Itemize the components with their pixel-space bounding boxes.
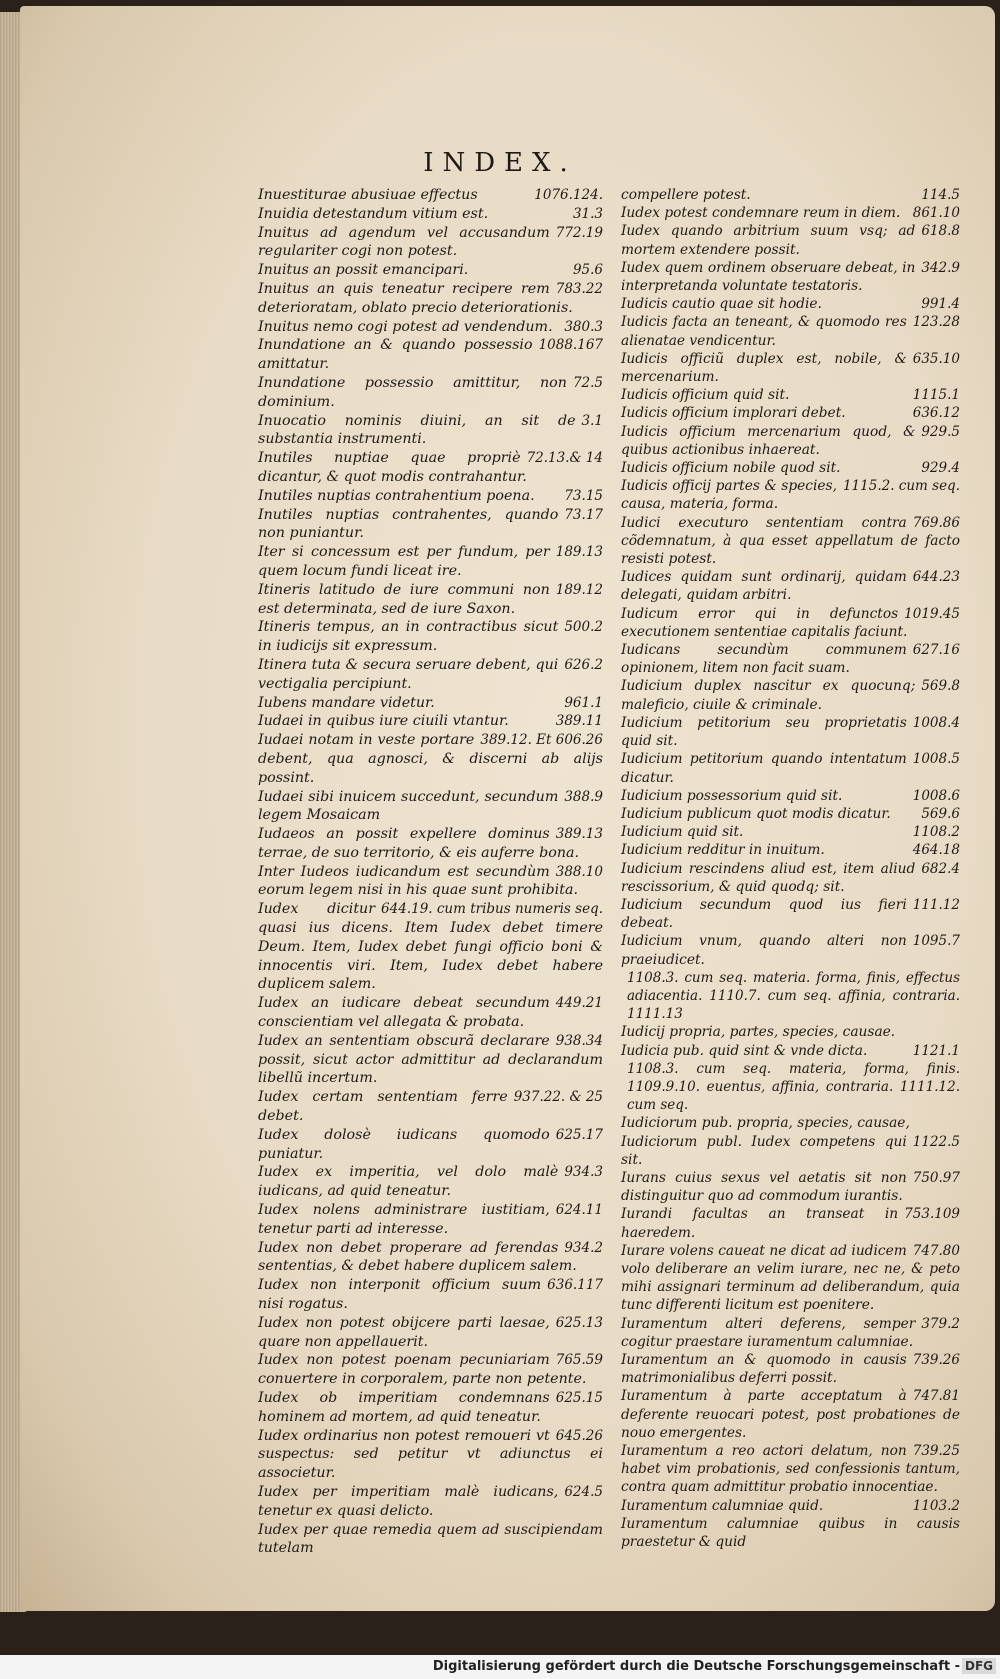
index-entry-reference: 937.22. & 25 (513, 1089, 603, 1106)
index-entry (258, 186, 603, 205)
index-entry-reference: 464.18 (912, 842, 960, 859)
index-entry-reference: 1076.124. (534, 187, 603, 203)
index-entry-text: Inuitus ad agendum vel accusandum regulariter cogi non potest. (258, 224, 550, 260)
index-entry (621, 222, 960, 258)
index-entry-text: Iudaei in quibus iure ciuili vtantur. (258, 713, 509, 730)
index-entry (621, 1060, 960, 1133)
index-entry (621, 1387, 960, 1442)
index-entry (258, 224, 603, 262)
index-entry-reference: 389.11 (555, 713, 603, 730)
index-entry-reference: 72.5 (572, 374, 603, 391)
index-entry (621, 969, 960, 1042)
index-entry-text: Iudex an iudicare debeat secundum conscientiam vel allegata & probata. (258, 995, 550, 1031)
index-entry-reference: 1088.167 (538, 337, 603, 354)
index-entry-reference: 625.13 (555, 1314, 603, 1331)
index-entry (258, 1351, 603, 1389)
index-entry-text: Iudicis officium nobile quod sit. (621, 460, 841, 477)
index-entry-text: Iudex ordinarius non potest remoueri vt suspectus: sed petitur vt adiunctus ei associetur. (258, 1427, 603, 1482)
index-entry-reference: 95.6 (572, 262, 603, 279)
index-entry-reference: 747.80 (912, 1242, 960, 1259)
index-entry (621, 459, 960, 477)
index-entry (258, 1126, 603, 1164)
index-entry-text: Iuramentum calumniae quibus in causis praestetur & quid (621, 1515, 960, 1551)
index-entry-text: Iuramentum a reo actori delatum, non habet vim probationis, sed confessionis tantum, contra quam admittitur probatio innocentiae. (621, 1443, 960, 1496)
index-entry-text: Iudiciorum publ. Iudex competens qui sit. (621, 1133, 907, 1168)
index-entry-reference: 645.26 (555, 1427, 603, 1444)
index-entry-text: Iudicium vnum, quando alteri non praeiudicet. (621, 933, 907, 968)
index-entry-reference: 1108.3. cum seq. materia, forma, finis. 1109.9.10. euentus, affinia, contraria. 1111.12. cum seq. (627, 1060, 960, 1114)
index-entry-reference: 449.21 (555, 995, 603, 1012)
index-entry (258, 731, 603, 787)
index-entry-text: Iudicis facta an teneant, & quomodo res alienatae vendicentur. (621, 314, 907, 349)
index-entry (621, 1351, 960, 1387)
index-column-left (258, 186, 603, 1558)
index-entry-reference: 618.8 (921, 223, 960, 240)
index-entry-reference: 342.9 (921, 259, 960, 276)
index-entry (621, 386, 960, 404)
index-entry (258, 788, 603, 826)
index-entry (621, 1133, 960, 1169)
index-entry (258, 712, 603, 731)
index-entry-text: Inutiles nuptias contrahentium poena. (258, 487, 535, 504)
index-entry-reference: 388.9 (564, 788, 603, 805)
index-entry-reference: 1019.45 (904, 605, 960, 622)
index-entry (621, 404, 960, 422)
index-entry-text: Inundatione an & quando possessio amittatur. (258, 337, 533, 373)
index-entry (621, 641, 960, 677)
index-entry-reference: 627.16 (912, 642, 960, 659)
index-entry-reference: 189.12 (555, 581, 603, 598)
index-entry (621, 1242, 960, 1315)
index-entry-text: Iurare volens caueat ne dicat ad iudicem volo deliberare an velim iurare, nec ne, & peto mihi assignari terminum ad deliberandum, quia tunc differenti licitum est poenitere. (621, 1242, 960, 1314)
index-entry-text: Iurans cuius sexus vel aetatis sit non distinguitur quo ad commodum iurantis. (621, 1169, 907, 1205)
index-entry-text: Iudicium rescindens aliud est, item aliud rescissorium, & quid quodq; sit. (621, 860, 916, 895)
index-entry-text: Inuocatio nominis diuini, an sit de substantia instrumenti. (258, 412, 576, 448)
index-entry-reference: 380.3 (564, 318, 603, 335)
index-entry-text: Iudiciorum pub. propria, species, causae, (621, 1115, 910, 1132)
index-entry-text: Iuramentum an & quomodo in causis matrimonialibus deferri possit. (621, 1352, 907, 1387)
index-entry-text: compellere potest. (621, 187, 751, 203)
index-entry (258, 1276, 603, 1314)
index-entry-text: Iudex an sententiam obscurã declarare possit, sicut actor admittitur ad declarandum libellũ incertum. (258, 1032, 603, 1087)
index-entry (258, 900, 603, 994)
index-entry (258, 487, 603, 506)
index-entry (258, 1201, 603, 1239)
index-entry-text: Iudicium petitorium quando intentatum dicatur. (621, 751, 907, 786)
index-entry-text: Iudicium redditur in inuitum. (621, 842, 825, 859)
index-entry-reference: 379.2 (921, 1315, 960, 1332)
index-entry (258, 694, 603, 713)
index-entry (258, 1163, 603, 1201)
index-entry-text: Iudex quem ordinem obseruare debeat, in interpretanda voluntate testatoris. (621, 259, 916, 295)
index-entry-reference: 569.8 (921, 678, 960, 695)
index-entry-reference: 1008.6 (912, 787, 960, 804)
index-entry (621, 1205, 960, 1241)
index-entry-reference: 636.117 (547, 1277, 603, 1294)
index-entry-reference: 753.109 (904, 1206, 960, 1223)
index-entry-reference: 929.5 (921, 423, 960, 440)
index-entry (621, 1515, 960, 1551)
index-entry-text: Iudicis cautio quae sit hodie. (621, 296, 822, 313)
index-entry-text: Iudex per quae remedia quem ad suscipiendam tutelam (258, 1521, 603, 1557)
index-entry (621, 860, 960, 896)
index-entry-reference: 635.10 (912, 350, 960, 367)
index-entry (258, 1521, 603, 1559)
dfg-logo: DFG (962, 1658, 996, 1674)
index-entry-text: Iudicum error qui in defunctos executionem sententiae capitalis faciunt. (621, 605, 908, 640)
index-entry-text: Iudicis officij partes & species, causa, materia, forma. (621, 478, 837, 513)
index-entry-text: Iudicium secundum quod ius fieri debeat. (621, 896, 907, 932)
index-entry (621, 677, 960, 713)
index-entry-reference: 626.2 (564, 656, 603, 673)
index-entry-reference: 123.28 (912, 314, 960, 331)
index-entry (258, 261, 603, 280)
index-entry (621, 605, 960, 641)
index-entry-reference: 961.1 (564, 694, 603, 711)
index-entry-reference: 747.81 (912, 1388, 960, 1405)
index-entry (621, 568, 960, 604)
index-entry (258, 581, 603, 619)
index-entry (258, 543, 603, 581)
index-entry (258, 863, 603, 901)
index-entry (621, 186, 960, 204)
index-entry-reference: 934.2 (564, 1239, 603, 1256)
index-entry-text: Iurandi facultas an transeat in haeredem. (621, 1206, 899, 1241)
index-entry-text: Iudex per imperitiam malè iudicans, tenetur ex quasi delicto. (258, 1483, 559, 1519)
index-entry (621, 841, 960, 859)
index-entry-text: Iudex quando arbitrium suum vsq; ad mortem extendere possit. (621, 223, 916, 258)
index-entry-text: Iuramentum calumniae quid. (621, 1497, 824, 1514)
index-entry (258, 656, 603, 694)
index-entry-reference: 636.12 (912, 405, 960, 422)
index-entry-text: Iudicis officium quid sit. (621, 387, 790, 404)
index-entry-text: Iudicis officiũ duplex est, nobile, & mercenarium. (621, 350, 907, 386)
index-entry (621, 514, 960, 569)
index-entry (258, 506, 603, 544)
index-entry-reference: 1115.1 (912, 387, 960, 404)
index-entry-text: Itineris tempus, an in contractibus sicut in iudicijs sit expressum. (258, 619, 559, 655)
index-entry (258, 1483, 603, 1521)
index-entry-reference: 644.23 (912, 569, 960, 586)
index-entry-text: Iubens mandare videtur. (258, 694, 435, 711)
index-entry-text: Iudex dicitur quasi ius dicens. Item Iudex debet timere Deum. Item, Iudex debet fungi officio boni & innocentis viri. Item, Iudex debet habere duplicem salem. (258, 901, 603, 993)
page-title: INDEX. (423, 148, 577, 178)
index-entry (621, 1169, 960, 1205)
index-entry (258, 1389, 603, 1427)
index-entry (621, 204, 960, 222)
index-entry-reference: 389.12. Et 606.26 (480, 732, 603, 749)
index-entry (621, 423, 960, 459)
index-entry-reference: 31.3 (572, 205, 603, 222)
index-entry-reference: 625.17 (555, 1126, 603, 1143)
index-entry-reference: 1121.1 (912, 1042, 960, 1059)
index-entry-reference: 769.86 (912, 514, 960, 531)
index-entry (258, 825, 603, 863)
index-entry (621, 896, 960, 932)
index-entry-text: Iudex non potest poenam pecuniariam conuertere in corporalem, parte non petente. (258, 1352, 587, 1388)
index-entry-reference: 1122.5 (912, 1133, 960, 1150)
index-entry-text: Inuestiturae abusiuae effectus (258, 187, 478, 203)
index-entry-reference: 72.13.& 14 (526, 450, 603, 467)
index-entry-reference: 389.13 (555, 826, 603, 843)
index-entry (621, 714, 960, 750)
index-entry-text: Itinera tuta & secura seruare debent, qui vectigalia percipiunt. (258, 656, 559, 692)
index-entry-reference: 1108.3. cum seq. materia. forma, finis, effectus adiacentia. 1110.7. cum seq. affinia, contraria. 1111.13 (627, 969, 960, 1023)
index-entry (621, 1042, 960, 1060)
index-entry-reference: 929.4 (921, 460, 960, 477)
index-entry-reference: 189.13 (555, 544, 603, 561)
index-entry-text: Iudicium petitorium seu proprietatis quid sit. (621, 714, 907, 750)
index-entry-reference: 772.19 (555, 224, 603, 241)
index-entry (621, 787, 960, 805)
index-entry-reference: 73.17 (564, 506, 603, 523)
index-entry-text: Iudicis officium mercenarium quod, & quibus actionibus inhaereat. (621, 423, 916, 458)
index-entry-text: Iudices quidam sunt ordinarij, quidam delegati, quidam arbitri. (621, 569, 907, 604)
index-entry (258, 318, 603, 337)
index-entry-reference: 991.4 (921, 296, 960, 313)
index-entry-reference: 934.3 (564, 1164, 603, 1181)
index-entry-text: Iudicium quid sit. (621, 824, 744, 841)
index-entry-reference: 111.12 (912, 896, 960, 913)
index-entry-text: Inutiles nuptias contrahentes, quando non puniantur. (258, 506, 559, 542)
index-entry (621, 823, 960, 841)
index-entry (258, 1032, 603, 1088)
index-entry (258, 374, 603, 412)
index-entry-reference: 682.4 (921, 860, 960, 877)
index-entry-text: Iudicia pub. quid sint & vnde dicta. (621, 1042, 868, 1059)
index-entry (258, 994, 603, 1032)
index-entry-text: Iudicij propria, partes, species, causae. (621, 1024, 896, 1041)
index-entry-text: Iudici executuro sententiam contra cõdemnatum, à qua esset appellatum de facto resisti potest. (621, 514, 960, 568)
index-entry-text: Iudicans secundùm communem opinionem, litem non facit suam. (621, 642, 907, 677)
index-entry (621, 932, 960, 968)
index-entry-reference: 861.10 (912, 205, 960, 222)
index-entry (258, 1427, 603, 1483)
index-entry-text: Iudex non potest obijcere parti laesae, quare non appellauerit. (258, 1314, 550, 1350)
index-entry-text: Iuramentum à parte acceptatum à deferente reuocari potest, post probationes de nouo emergentes. (621, 1388, 960, 1441)
index-entry (621, 477, 960, 513)
index-entry-text: Iuramentum alteri deferens, semper cogitur praestare iuramentum calumniae. (621, 1315, 916, 1350)
index-entry-text: Iudex potest condemnare reum in diem. (621, 205, 901, 222)
index-entry-text: Iudex nolens administrare iustitiam, tenetur parti ad interesse. (258, 1202, 550, 1237)
index-entry (258, 336, 603, 374)
index-entry-text: Inter Iudeos iudicandum est secundùm eorum legem nisi in his quae sunt prohibita. (258, 863, 578, 899)
index-entry-text: Iudicis officium implorari debet. (621, 405, 846, 422)
index-entry-text: Iudicium possessorium quid sit. (621, 787, 843, 804)
index-entry-text: Itineris latitudo de iure communi non est determinata, sed de iure Saxon. (258, 581, 550, 617)
index-entry (621, 259, 960, 295)
index-entry-reference: 783.22 (555, 280, 603, 297)
index-entry (258, 618, 603, 656)
index-entry-reference: 625.15 (555, 1390, 603, 1406)
index-entry (621, 295, 960, 313)
index-entry-text: Iudicium publicum quot modis dicatur. (621, 805, 891, 822)
index-entry-text: Iudaeos an possit expellere dominus terrae, de suo territorio, & eis auferre bona. (258, 826, 580, 861)
index-entry (258, 1314, 603, 1352)
index-entry (258, 1239, 603, 1277)
index-entry-text: Iudex ob imperitiam condemnans hominem ad mortem, ad quid teneatur. (258, 1390, 550, 1425)
index-entry-reference: 1008.5 (912, 751, 960, 768)
index-entry (258, 1088, 603, 1126)
index-entry-reference: 739.25 (912, 1443, 960, 1460)
index-entry (258, 449, 603, 487)
index-entry-text: Iudaei notam in veste portare debent, qua agnosci, & discerni ab alijs possint. (258, 732, 603, 786)
index-entry-text: Inuitus an possit emancipari. (258, 262, 469, 279)
index-entry (258, 412, 603, 450)
index-entry-text: Inuidia detestandum vitium est. (258, 205, 489, 222)
index-entry-text: Inuitus an quis teneatur recipere rem deterioratam, oblato precio deteriorationis. (258, 280, 573, 316)
index-entry-reference: 1115.2. cum seq. (842, 478, 960, 495)
index-column-right (621, 186, 960, 1551)
index-entry-text: Iudex ex imperitia, vel dolo malè iudicans, ad quid teneatur. (258, 1164, 559, 1200)
index-entry-reference: 624.5 (564, 1483, 603, 1500)
index-entry-text: Iudaei sibi inuicem succedunt, secundum legem Mosaicam (258, 788, 559, 824)
index-entry (621, 350, 960, 386)
index-entry-reference: 750.97 (912, 1169, 960, 1186)
index-entry-text: Iudex dolosè iudicans quomodo puniatur. (258, 1126, 550, 1162)
index-entry-reference: 765.59 (555, 1352, 603, 1369)
index-entry-reference: 1103.2 (912, 1497, 960, 1514)
index-entry (621, 1315, 960, 1351)
index-entry (621, 750, 960, 786)
index-entry-reference: 73.15 (564, 487, 603, 504)
index-entry-reference: 938.34 (555, 1032, 603, 1049)
index-entry (621, 1442, 960, 1497)
index-entry-text: Inuitus nemo cogi potest ad vendendum. (258, 318, 553, 335)
index-entry-reference: 114.5 (921, 187, 960, 203)
index-entry (621, 1497, 960, 1515)
index-entry (258, 205, 603, 224)
index-entry-reference: 624.11 (555, 1202, 603, 1219)
index-entry (621, 805, 960, 823)
index-entry-reference: 3.1 (581, 412, 603, 429)
index-entry-text: Inundatione possessio amittitur, non dominium. (258, 374, 567, 410)
footer-bar (0, 1655, 1000, 1679)
index-entry-text: Iudex non debet properare ad ferendas sententias, & debet habere duplicem salem. (258, 1239, 577, 1275)
index-entry-reference: 500.2 (564, 619, 603, 636)
index-entry (621, 313, 960, 349)
index-entry-text: Iudicium duplex nascitur ex quocunq; maleficio, ciuile & criminale. (621, 678, 916, 713)
index-entry-text: Inutiles nuptiae quae propriè dicantur, & quot modis contrahantur. (258, 450, 527, 485)
index-entry-text: Iter si concessum est per fundum, per quem locum fundi liceat ire. (258, 544, 550, 579)
index-entry-reference: 388.10 (555, 863, 603, 880)
index-entry (258, 280, 603, 318)
index-entry-reference: 644.19. cum tribus numeris seq. (381, 901, 603, 918)
index-entry-reference: 569.6 (921, 805, 960, 822)
index-entry-text: Iudex non interponit officium suum nisi rogatus. (258, 1277, 542, 1313)
index-entry-reference: 1108.2 (912, 824, 960, 841)
index-entry-reference: 739.26 (912, 1352, 960, 1368)
index-entry-reference: 1095.7 (912, 933, 960, 950)
footer-credit: Digitalisierung gefördert durch die Deutsche Forschungsgemeinschaft - (432, 1659, 960, 1674)
index-entry-reference: 1008.4 (912, 714, 960, 731)
index-entry-text: Iudex certam sententiam ferre debet. (258, 1089, 508, 1125)
